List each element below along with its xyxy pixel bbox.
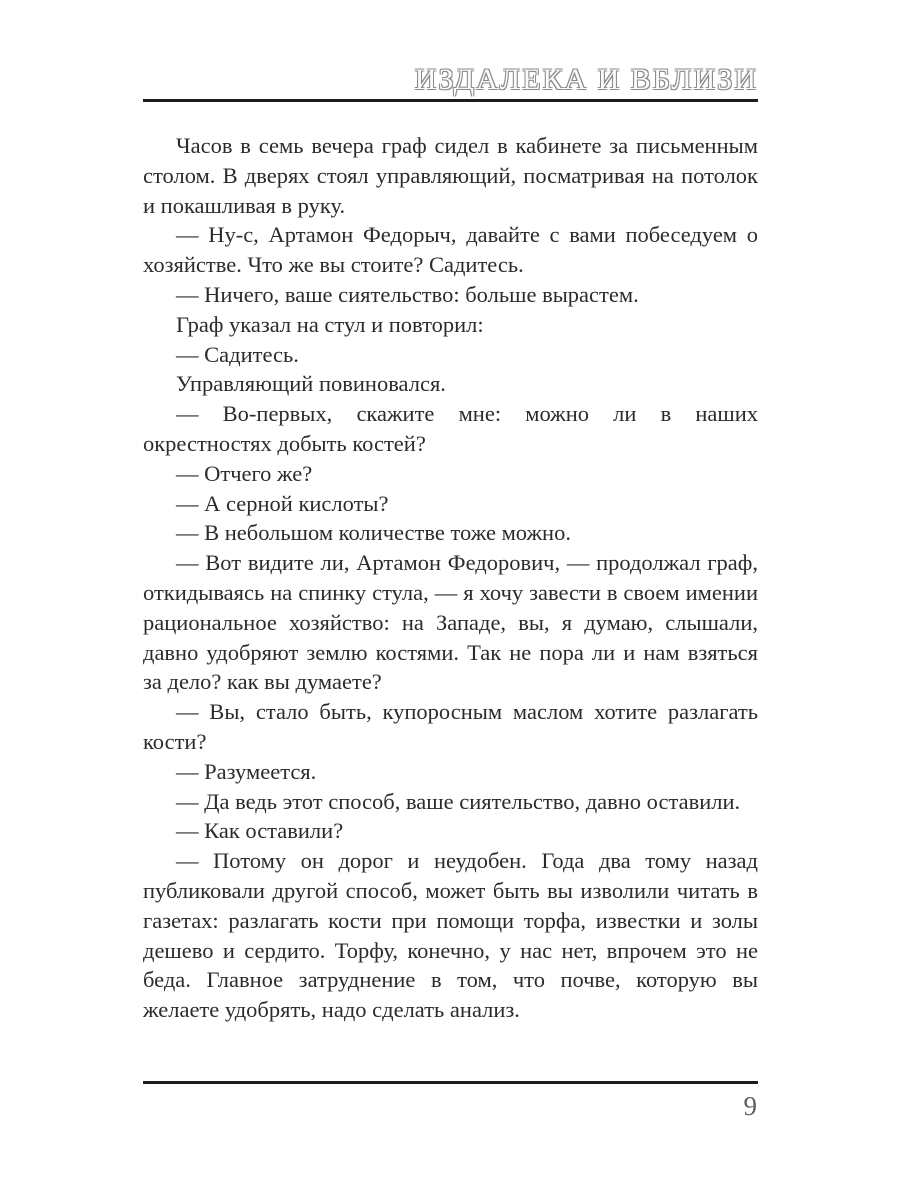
- page-body: [143, 131, 758, 1025]
- paragraph: — Разумеется.: [176, 758, 317, 784]
- paragraph: — В небольшом количестве тоже можно.: [176, 520, 571, 546]
- footer-rule: [143, 1081, 758, 1084]
- paragraph: — Да ведь этот способ, ваше сиятельство, давно оставили.: [176, 788, 741, 814]
- paragraph: — Ничего, ваше сиятельство: больше вырастем.: [176, 281, 639, 307]
- paragraph: — Потому он дорог и неудобен. Года два тому назад публиковали другой способ, может быть вы изволили читать в газетах: разлагать кости при помощи торфа, известки и золы дешево и сердито. Торфу, конечно, у нас нет, впрочем это не беда. Главное затруднение в том, что почве, которую вы желаете удобрять, надо сделать анализ.: [143, 848, 758, 1023]
- paragraph: — Ну-с, Артамон Федорыч, давайте с вами побеседуем о хозяйстве. Что же вы стоите? Садитесь.: [143, 222, 758, 278]
- paragraph: — Во-первых, скажите мне: можно ли в наших окрестностях добыть костей?: [143, 401, 758, 456]
- running-header-title: ИЗДАЛЕКА И ВБЛИЗИ: [414, 63, 758, 96]
- paragraph: Часов в семь вечера граф сидел в кабинете за письменным столом. В дверях стоял управляющий, посматривая на потолок и покашливая в руку.: [143, 133, 758, 218]
- paragraph: — Вот видите ли, Артамон Федорович, — продолжал граф, откидываясь на спинку стула, — я хочу завести в своем имении рациональное хозяйство: на Западе, вы, я думаю, слышали, давно удобряют землю костями. Так не пора ли и нам взяться за дело? как вы думаете?: [143, 550, 758, 695]
- paragraph: — Вы, стало быть, купоросным маслом хотите разлагать кости?: [143, 699, 758, 754]
- paragraph: Граф указал на стул и повторил:: [176, 311, 484, 337]
- page-number: 9: [743, 1091, 757, 1121]
- paragraph: — Как оставили?: [176, 818, 344, 844]
- paragraph: Управляющий повиновался.: [176, 371, 446, 397]
- paragraph: — А серной кислоты?: [176, 490, 389, 516]
- header-rule: [143, 99, 758, 102]
- paragraph: — Садитесь.: [176, 341, 299, 367]
- paragraph: — Отчего же?: [176, 460, 313, 486]
